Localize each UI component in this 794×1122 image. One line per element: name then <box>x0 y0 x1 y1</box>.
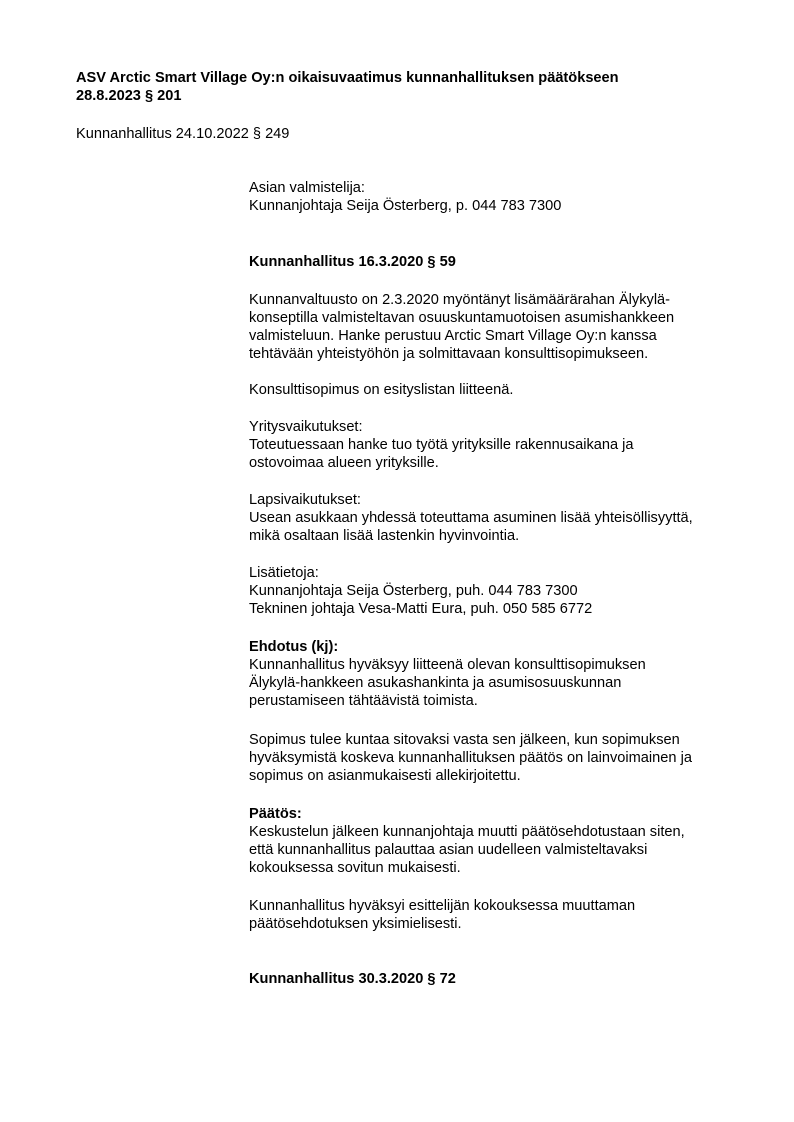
contact-line: Kunnanjohtaja Seija Österberg, puh. 044 783 7300 <box>249 583 578 599</box>
paragraph-line: Keskustelun jälkeen kunnanjohtaja muutti päätösehdotustaan siten, <box>249 824 685 840</box>
paragraph-line: tehtävään yhteistyöhön ja solmittavaan konsulttisopimukseen. <box>249 346 649 362</box>
binding-paragraph <box>249 731 749 785</box>
child-impacts-label: Lapsivaikutukset: <box>249 492 361 508</box>
meeting-reference: Kunnanhallitus 24.10.2022 § 249 <box>76 126 290 142</box>
paragraph-line: Toteutuessaan hanke tuo työtä yrityksille rakennusaikana ja <box>249 437 634 453</box>
contact-line: Tekninen johtaja Vesa-Matti Eura, puh. 050 585 6772 <box>249 601 593 617</box>
paragraph-line: kokouksessa sovitun mukaisesti. <box>249 860 461 876</box>
paragraph-line: konseptilla valmisteltavan osuuskuntamuotoisen asumishankkeen <box>249 310 675 326</box>
paragraph-line: hyväksymistä koskeva kunnanhallituksen päätös on lainvoimainen ja <box>249 750 692 766</box>
paragraph-line: Sopimus tulee kuntaa sitovaksi vasta sen jälkeen, kun sopimuksen <box>249 732 680 748</box>
more-info-label: Lisätietoja: <box>249 565 319 581</box>
title-line-2: 28.8.2023 § 201 <box>76 88 182 104</box>
proposal-heading: Ehdotus (kj): <box>249 639 339 655</box>
paragraph-line: sopimus on asianmukaisesti allekirjoitettu. <box>249 768 521 784</box>
child-impacts-block <box>249 491 749 545</box>
paragraph-line: mikä osaltaan lisää lastenkin hyvinvointia. <box>249 528 520 544</box>
paragraph-line: perustamiseen tähtäävistä toimista. <box>249 693 478 709</box>
approval-paragraph <box>249 897 749 933</box>
business-impacts-block <box>249 418 749 472</box>
title-line-1: ASV Arctic Smart Village Oy:n oikaisuvaatimus kunnanhallituksen päätökseen <box>76 70 619 86</box>
paragraph-line: päätösehdotuksen yksimielisesti. <box>249 916 462 932</box>
paragraph-line: että kunnanhallitus palauttaa asian uudelleen valmisteltavaksi <box>249 842 648 858</box>
more-info-block <box>249 564 749 618</box>
preparer-label: Asian valmistelija: <box>249 180 365 196</box>
decision-heading: Päätös: <box>249 806 302 822</box>
decision-block <box>249 805 749 877</box>
document-title <box>76 69 736 105</box>
attachment-note: Konsulttisopimus on esityslistan liitteenä. <box>249 382 514 398</box>
preparer-value: Kunnanjohtaja Seija Österberg, p. 044 783 7300 <box>249 198 562 214</box>
preparer-block <box>249 179 749 215</box>
section-heading-2: Kunnanhallitus 30.3.2020 § 72 <box>249 971 456 987</box>
paragraph-line: Kunnanhallitus hyväksyi esittelijän kokouksessa muuttaman <box>249 898 636 914</box>
proposal-block <box>249 638 749 710</box>
intro-paragraph <box>249 291 749 363</box>
paragraph-line: valmisteluun. Hanke perustuu Arctic Smart Village Oy:n kanssa <box>249 328 657 344</box>
business-impacts-label: Yritysvaikutukset: <box>249 419 363 435</box>
section-heading-1: Kunnanhallitus 16.3.2020 § 59 <box>249 254 456 270</box>
paragraph-line: Älykylä-hankkeen asukashankinta ja asumisosuuskunnan <box>249 675 622 691</box>
paragraph-line: ostovoimaa alueen yrityksille. <box>249 455 439 471</box>
paragraph-line: Kunnanvaltuusto on 2.3.2020 myöntänyt lisämäärärahan Älykylä- <box>249 292 671 308</box>
paragraph-line: Usean asukkaan yhdessä toteuttama asuminen lisää yhteisöllisyyttä, <box>249 510 693 526</box>
paragraph-line: Kunnanhallitus hyväksyy liitteenä olevan konsulttisopimuksen <box>249 657 646 673</box>
